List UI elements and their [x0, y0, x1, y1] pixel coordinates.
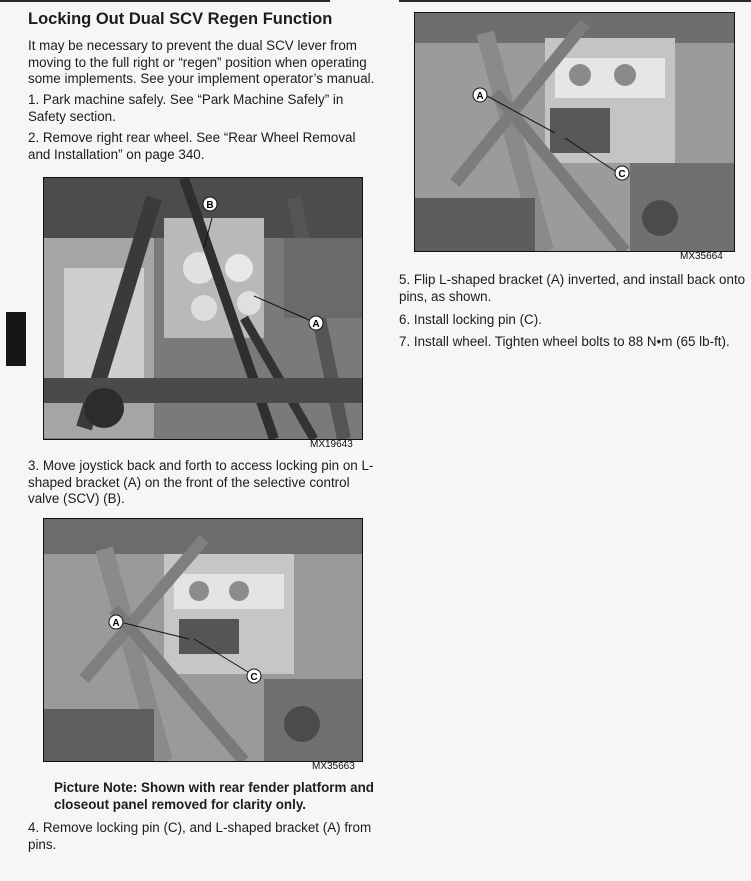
step-1: 1. Park machine safely. See “Park Machine Safely” in Safety section. — [28, 92, 344, 124]
step-4: 4. Remove locking pin (C), and L-shaped bracket (A) from pins. — [28, 820, 372, 852]
top-rule-right — [399, 0, 751, 2]
fig3-callout-c: C — [618, 169, 626, 180]
figure-mx35663-photo — [43, 518, 363, 762]
step-6: 6. Install locking pin (C). — [399, 312, 542, 327]
step-3: 3. Move joystick back and forth to access locking pin on L-shaped bracket (A) on the front of the selective control valve (SCV) (B). — [28, 458, 374, 506]
intro-paragraph: It may be necessary to prevent the dual SCV lever from moving to the full right or “regen” position when operating some implements. See your implement operator’s manual. — [28, 38, 375, 86]
figure-id-mx35663: MX35663 — [312, 761, 355, 772]
fig2-callout-c: C — [250, 672, 258, 683]
top-rule-left — [0, 0, 330, 2]
picture-note: Picture Note: Shown with rear fender platform and closeout panel removed for clarity only. — [54, 780, 374, 812]
figure-id-mx19643: MX19643 — [310, 439, 353, 450]
step-7: 7. Install wheel. Tighten wheel bolts to 88 N•m (65 lb-ft). — [399, 334, 730, 349]
fig3-callout-a: A — [476, 91, 484, 102]
section-title: Locking Out Dual SCV Regen Function — [28, 10, 333, 28]
fig2-callout-a: A — [112, 618, 120, 629]
figure-id-mx35664: MX35664 — [680, 251, 723, 262]
figure-mx19643-photo — [43, 177, 363, 440]
section-thumb-tab — [6, 312, 26, 366]
fig1-callout-a: A — [312, 319, 320, 330]
figure-mx35664-photo — [414, 12, 735, 252]
step-2: 2. Remove right rear wheel. See “Rear Wheel Removal and Installation” on page 340. — [28, 130, 356, 162]
fig1-callout-b: B — [206, 200, 214, 211]
step-5: 5. Flip L-shaped bracket (A) inverted, and install back onto pins, as shown. — [399, 272, 746, 304]
